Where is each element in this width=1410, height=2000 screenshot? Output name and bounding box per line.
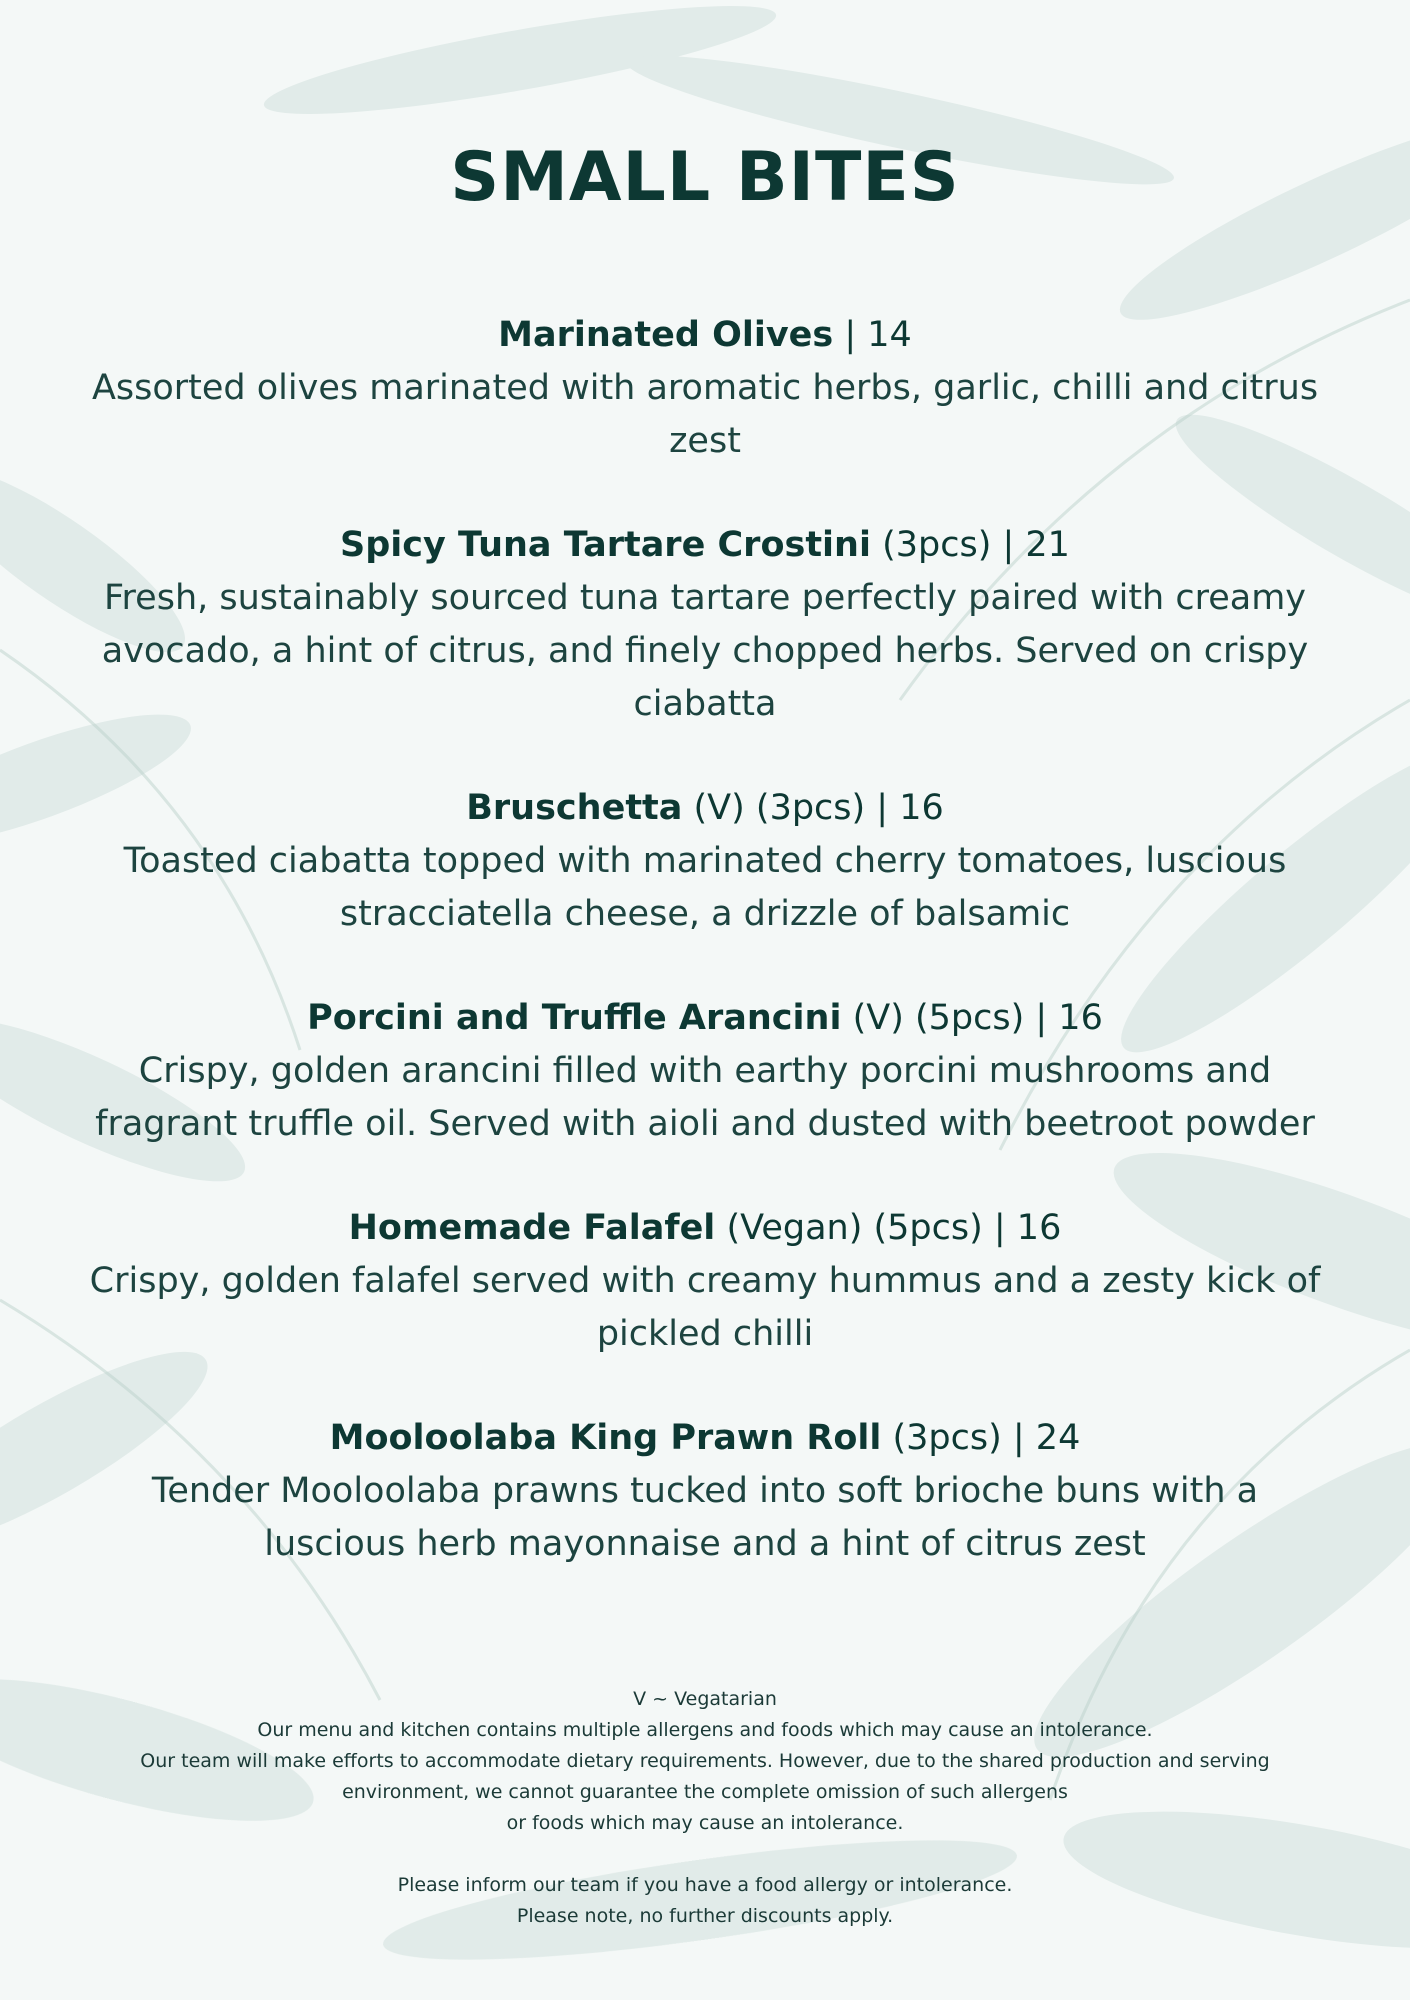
item-name: Marinated Olives xyxy=(498,315,834,355)
menu-title: SMALL BITES xyxy=(450,138,960,217)
menu-item xyxy=(70,1411,1340,1571)
item-price: (V) (5pcs) | 16 xyxy=(841,998,1103,1038)
allergen-notice xyxy=(90,1684,1320,1932)
spacer xyxy=(90,1839,1320,1870)
notice-line: Please note, no further discounts apply. xyxy=(516,1905,894,1927)
item-price: (3pcs) | 24 xyxy=(881,1418,1081,1458)
item-price: (Vegan) (5pcs) | 16 xyxy=(715,1208,1062,1248)
item-description: Assorted olives marinated with aromatic herbs, garlic, chilli and citrus zest xyxy=(91,368,1319,461)
item-price: (3pcs) | 21 xyxy=(870,525,1070,565)
item-name: Mooloolaba King Prawn Roll xyxy=(329,1418,882,1458)
notice-line: Our menu and kitchen contains multiple allergens and foods which may cause an intolerance. xyxy=(257,1719,1153,1741)
item-name: Homemade Falafel xyxy=(348,1208,716,1248)
item-price: | 14 xyxy=(833,315,912,355)
item-name: Porcini and Truffle Arancini xyxy=(307,998,842,1038)
item-heading xyxy=(70,991,1340,1045)
item-price: (V) (3pcs) | 16 xyxy=(682,788,944,828)
notice-line: Please inform our team if you have a food allergy or intolerance. xyxy=(397,1874,1013,1896)
item-description: Fresh, sustainably sourced tuna tartare perfectly paired with creamy avocado, a hint of citrus, and finely chopped herbs. Served on crispy ciabatta xyxy=(101,578,1309,724)
item-description: Crispy, golden falafel served with creamy hummus and a zesty kick of pickled chilli xyxy=(89,1261,1321,1354)
notice-line: Our team will make efforts to accommodate dietary requirements. However, due to the shared production and serving environment, we cannot guarantee the complete omission of such allergens xyxy=(140,1750,1270,1803)
item-heading xyxy=(70,781,1340,835)
item-heading xyxy=(70,1411,1340,1465)
menu-item xyxy=(70,991,1340,1151)
item-name: Spicy Tuna Tartare Crostini xyxy=(340,525,871,565)
menu-items xyxy=(70,308,1340,1621)
item-description: Tender Mooloolaba prawns tucked into soft brioche buns with a luscious herb mayonnaise and a hint of citrus zest xyxy=(151,1471,1259,1564)
menu-item xyxy=(70,1201,1340,1361)
item-heading xyxy=(70,1201,1340,1255)
item-heading xyxy=(70,308,1340,362)
menu-item xyxy=(70,518,1340,731)
item-heading xyxy=(70,518,1340,572)
menu-item xyxy=(70,781,1340,941)
vegetarian-legend: V ~ Vegatarian xyxy=(633,1688,777,1710)
menu-item xyxy=(70,308,1340,468)
item-description: Crispy, golden arancini filled with earthy porcini mushrooms and fragrant truffle oil. Served with aioli and dusted with beetroot powder xyxy=(95,1051,1315,1144)
item-description: Toasted ciabatta topped with marinated cherry tomatoes, luscious stracciatella cheese, a drizzle of balsamic xyxy=(123,841,1287,934)
item-name: Bruschetta xyxy=(466,788,683,828)
notice-line: or foods which may cause an intolerance. xyxy=(506,1812,904,1834)
